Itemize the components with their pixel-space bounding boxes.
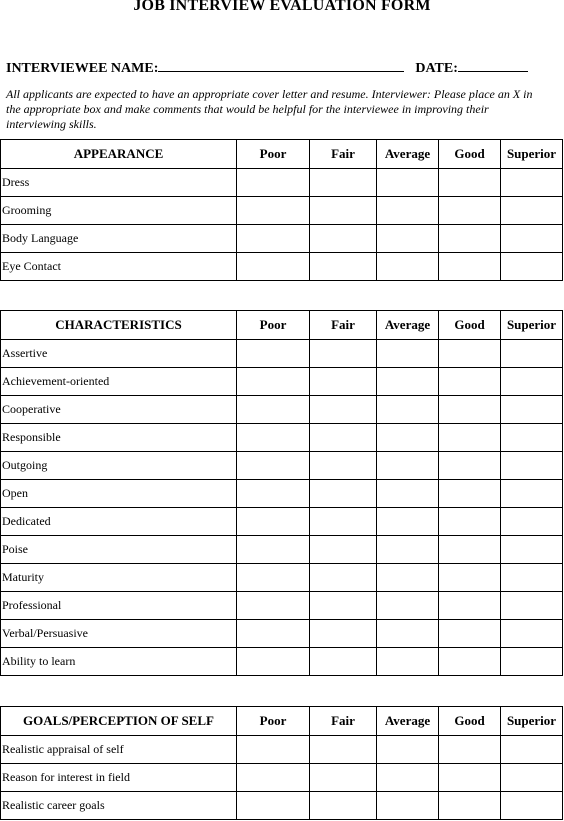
rating-checkbox-good[interactable]	[439, 396, 501, 424]
rating-checkbox-superior[interactable]	[501, 648, 563, 676]
rating-header-good: Good	[439, 707, 501, 736]
rating-checkbox-superior[interactable]	[501, 792, 563, 820]
rating-checkbox-poor[interactable]	[237, 169, 310, 197]
section-heading: GOALS/PERCEPTION OF SELF	[1, 707, 237, 736]
rating-checkbox-fair[interactable]	[310, 764, 377, 792]
criterion-label: Professional	[1, 592, 237, 620]
rating-checkbox-average[interactable]	[377, 480, 439, 508]
rating-checkbox-good[interactable]	[439, 340, 501, 368]
table-row	[1, 480, 563, 508]
rating-checkbox-poor[interactable]	[237, 197, 310, 225]
rating-checkbox-good[interactable]	[439, 424, 501, 452]
criterion-label: Reason for interest in field	[1, 764, 237, 792]
table-row	[1, 536, 563, 564]
rating-checkbox-average[interactable]	[377, 424, 439, 452]
criterion-label: Realistic appraisal of self	[1, 736, 237, 764]
rating-checkbox-good[interactable]	[439, 620, 501, 648]
interviewee-name-field[interactable]	[158, 59, 404, 72]
rating-checkbox-poor[interactable]	[237, 508, 310, 536]
rating-checkbox-good[interactable]	[439, 368, 501, 396]
rating-checkbox-fair[interactable]	[310, 736, 377, 764]
rating-checkbox-poor[interactable]	[237, 368, 310, 396]
rating-checkbox-superior[interactable]	[501, 764, 563, 792]
table-row	[1, 736, 563, 764]
appearance-table	[0, 139, 563, 281]
rating-checkbox-average[interactable]	[377, 169, 439, 197]
rating-checkbox-superior[interactable]	[501, 169, 563, 197]
rating-checkbox-poor[interactable]	[237, 592, 310, 620]
rating-header-superior: Superior	[501, 311, 563, 340]
date-label: DATE:	[415, 61, 458, 76]
goals-table	[0, 706, 563, 820]
rating-checkbox-poor[interactable]	[237, 396, 310, 424]
rating-checkbox-good[interactable]	[439, 792, 501, 820]
rating-checkbox-superior[interactable]	[501, 452, 563, 480]
rating-header-fair: Fair	[310, 707, 377, 736]
rating-checkbox-average[interactable]	[377, 620, 439, 648]
table-header-row	[1, 311, 563, 340]
rating-header-poor: Poor	[237, 140, 310, 169]
rating-header-good: Good	[439, 140, 501, 169]
rating-checkbox-average[interactable]	[377, 592, 439, 620]
interviewee-name-label: INTERVIEWEE NAME:	[6, 61, 159, 76]
rating-checkbox-average[interactable]	[377, 225, 439, 253]
rating-checkbox-good[interactable]	[439, 764, 501, 792]
criterion-label: Responsible	[1, 424, 237, 452]
criterion-label: Open	[1, 480, 237, 508]
rating-checkbox-fair[interactable]	[310, 536, 377, 564]
rating-checkbox-superior[interactable]	[501, 396, 563, 424]
rating-header-superior: Superior	[501, 707, 563, 736]
table-row	[1, 764, 563, 792]
rating-header-superior: Superior	[501, 140, 563, 169]
rating-checkbox-superior[interactable]	[501, 197, 563, 225]
date-field[interactable]	[458, 59, 528, 72]
rating-checkbox-average[interactable]	[377, 197, 439, 225]
rating-checkbox-poor[interactable]	[237, 225, 310, 253]
table-row	[1, 225, 563, 253]
characteristics-table	[0, 310, 563, 676]
rating-checkbox-poor[interactable]	[237, 764, 310, 792]
rating-checkbox-fair[interactable]	[310, 396, 377, 424]
criterion-label: Dress	[1, 169, 237, 197]
rating-checkbox-superior[interactable]	[501, 480, 563, 508]
table-row	[1, 169, 563, 197]
criterion-label: Ability to learn	[1, 648, 237, 676]
rating-header-poor: Poor	[237, 707, 310, 736]
table-row	[1, 424, 563, 452]
criterion-label: Verbal/Persuasive	[1, 620, 237, 648]
rating-checkbox-superior[interactable]	[501, 225, 563, 253]
rating-checkbox-fair[interactable]	[310, 452, 377, 480]
section-heading: APPEARANCE	[1, 140, 237, 169]
criterion-label: Poise	[1, 536, 237, 564]
rating-header-average: Average	[377, 707, 439, 736]
criterion-label: Dedicated	[1, 508, 237, 536]
rating-checkbox-poor[interactable]	[237, 736, 310, 764]
table-row	[1, 648, 563, 676]
table-row	[1, 197, 563, 225]
rating-checkbox-fair[interactable]	[310, 508, 377, 536]
rating-checkbox-poor[interactable]	[237, 536, 310, 564]
rating-checkbox-superior[interactable]	[501, 736, 563, 764]
rating-checkbox-average[interactable]	[377, 396, 439, 424]
rating-checkbox-fair[interactable]	[310, 648, 377, 676]
section-heading: CHARACTERISTICS	[1, 311, 237, 340]
rating-checkbox-average[interactable]	[377, 508, 439, 536]
rating-checkbox-superior[interactable]	[501, 536, 563, 564]
rating-checkbox-superior[interactable]	[501, 592, 563, 620]
rating-checkbox-average[interactable]	[377, 792, 439, 820]
rating-checkbox-superior[interactable]	[501, 564, 563, 592]
criterion-label: Grooming	[1, 197, 237, 225]
table-row	[1, 508, 563, 536]
criterion-label: Assertive	[1, 340, 237, 368]
table-row	[1, 368, 563, 396]
table-header-row	[1, 707, 563, 736]
rating-checkbox-good[interactable]	[439, 169, 501, 197]
rating-checkbox-poor[interactable]	[237, 792, 310, 820]
rating-checkbox-fair[interactable]	[310, 424, 377, 452]
rating-checkbox-fair[interactable]	[310, 225, 377, 253]
criterion-label: Eye Contact	[1, 253, 237, 281]
form-title: JOB INTERVIEW EVALUATION FORM	[133, 0, 431, 14]
rating-checkbox-fair[interactable]	[310, 340, 377, 368]
rating-checkbox-superior[interactable]	[501, 620, 563, 648]
rating-checkbox-fair[interactable]	[310, 480, 377, 508]
criterion-label: Outgoing	[1, 452, 237, 480]
rating-checkbox-average[interactable]	[377, 764, 439, 792]
rating-checkbox-poor[interactable]	[237, 340, 310, 368]
rating-checkbox-good[interactable]	[439, 564, 501, 592]
rating-checkbox-fair[interactable]	[310, 253, 377, 281]
rating-checkbox-good[interactable]	[439, 480, 501, 508]
rating-checkbox-good[interactable]	[439, 592, 501, 620]
table-row	[1, 253, 563, 281]
rating-checkbox-good[interactable]	[439, 197, 501, 225]
table-row	[1, 340, 563, 368]
table-row	[1, 564, 563, 592]
rating-checkbox-fair[interactable]	[310, 620, 377, 648]
rating-checkbox-superior[interactable]	[501, 368, 563, 396]
rating-checkbox-good[interactable]	[439, 452, 501, 480]
table-row	[1, 396, 563, 424]
criterion-label: Realistic career goals	[1, 792, 237, 820]
rating-checkbox-good[interactable]	[439, 536, 501, 564]
criterion-label: Cooperative	[1, 396, 237, 424]
rating-checkbox-superior[interactable]	[501, 253, 563, 281]
rating-checkbox-superior[interactable]	[501, 340, 563, 368]
rating-checkbox-average[interactable]	[377, 253, 439, 281]
rating-checkbox-poor[interactable]	[237, 480, 310, 508]
rating-checkbox-poor[interactable]	[237, 564, 310, 592]
criterion-label: Body Language	[1, 225, 237, 253]
rating-checkbox-poor[interactable]	[237, 253, 310, 281]
rating-checkbox-poor[interactable]	[237, 452, 310, 480]
rating-checkbox-fair[interactable]	[310, 169, 377, 197]
rating-checkbox-superior[interactable]	[501, 508, 563, 536]
rating-checkbox-fair[interactable]	[310, 792, 377, 820]
rating-checkbox-superior[interactable]	[501, 424, 563, 452]
rating-checkbox-good[interactable]	[439, 225, 501, 253]
rating-checkbox-good[interactable]	[439, 648, 501, 676]
rating-checkbox-average[interactable]	[377, 736, 439, 764]
rating-checkbox-average[interactable]	[377, 564, 439, 592]
rating-checkbox-average[interactable]	[377, 340, 439, 368]
table-row	[1, 792, 563, 820]
rating-header-average: Average	[377, 140, 439, 169]
rating-header-poor: Poor	[237, 311, 310, 340]
table-header-row	[1, 140, 563, 169]
rating-header-fair: Fair	[310, 140, 377, 169]
rating-checkbox-average[interactable]	[377, 648, 439, 676]
interviewee-line	[6, 59, 528, 77]
table-row	[1, 620, 563, 648]
rating-checkbox-poor[interactable]	[237, 620, 310, 648]
rating-checkbox-average[interactable]	[377, 452, 439, 480]
rating-checkbox-good[interactable]	[439, 508, 501, 536]
rating-checkbox-fair[interactable]	[310, 197, 377, 225]
table-row	[1, 592, 563, 620]
rating-checkbox-fair[interactable]	[310, 368, 377, 396]
table-row	[1, 452, 563, 480]
criterion-label: Maturity	[1, 564, 237, 592]
rating-checkbox-poor[interactable]	[237, 424, 310, 452]
rating-checkbox-poor[interactable]	[237, 648, 310, 676]
rating-header-good: Good	[439, 311, 501, 340]
rating-checkbox-fair[interactable]	[310, 592, 377, 620]
rating-checkbox-good[interactable]	[439, 253, 501, 281]
rating-header-fair: Fair	[310, 311, 377, 340]
rating-checkbox-good[interactable]	[439, 736, 501, 764]
criterion-label: Achievement-oriented	[1, 368, 237, 396]
rating-checkbox-fair[interactable]	[310, 564, 377, 592]
rating-checkbox-average[interactable]	[377, 536, 439, 564]
rating-header-average: Average	[377, 311, 439, 340]
rating-checkbox-average[interactable]	[377, 368, 439, 396]
instructions: All applicants are expected to have an appropriate cover letter and resume. Interviewer: Please place an X in the appropriate box and make comments that would be helpful for the interviewee in improving their interviewing skills.	[6, 87, 533, 131]
